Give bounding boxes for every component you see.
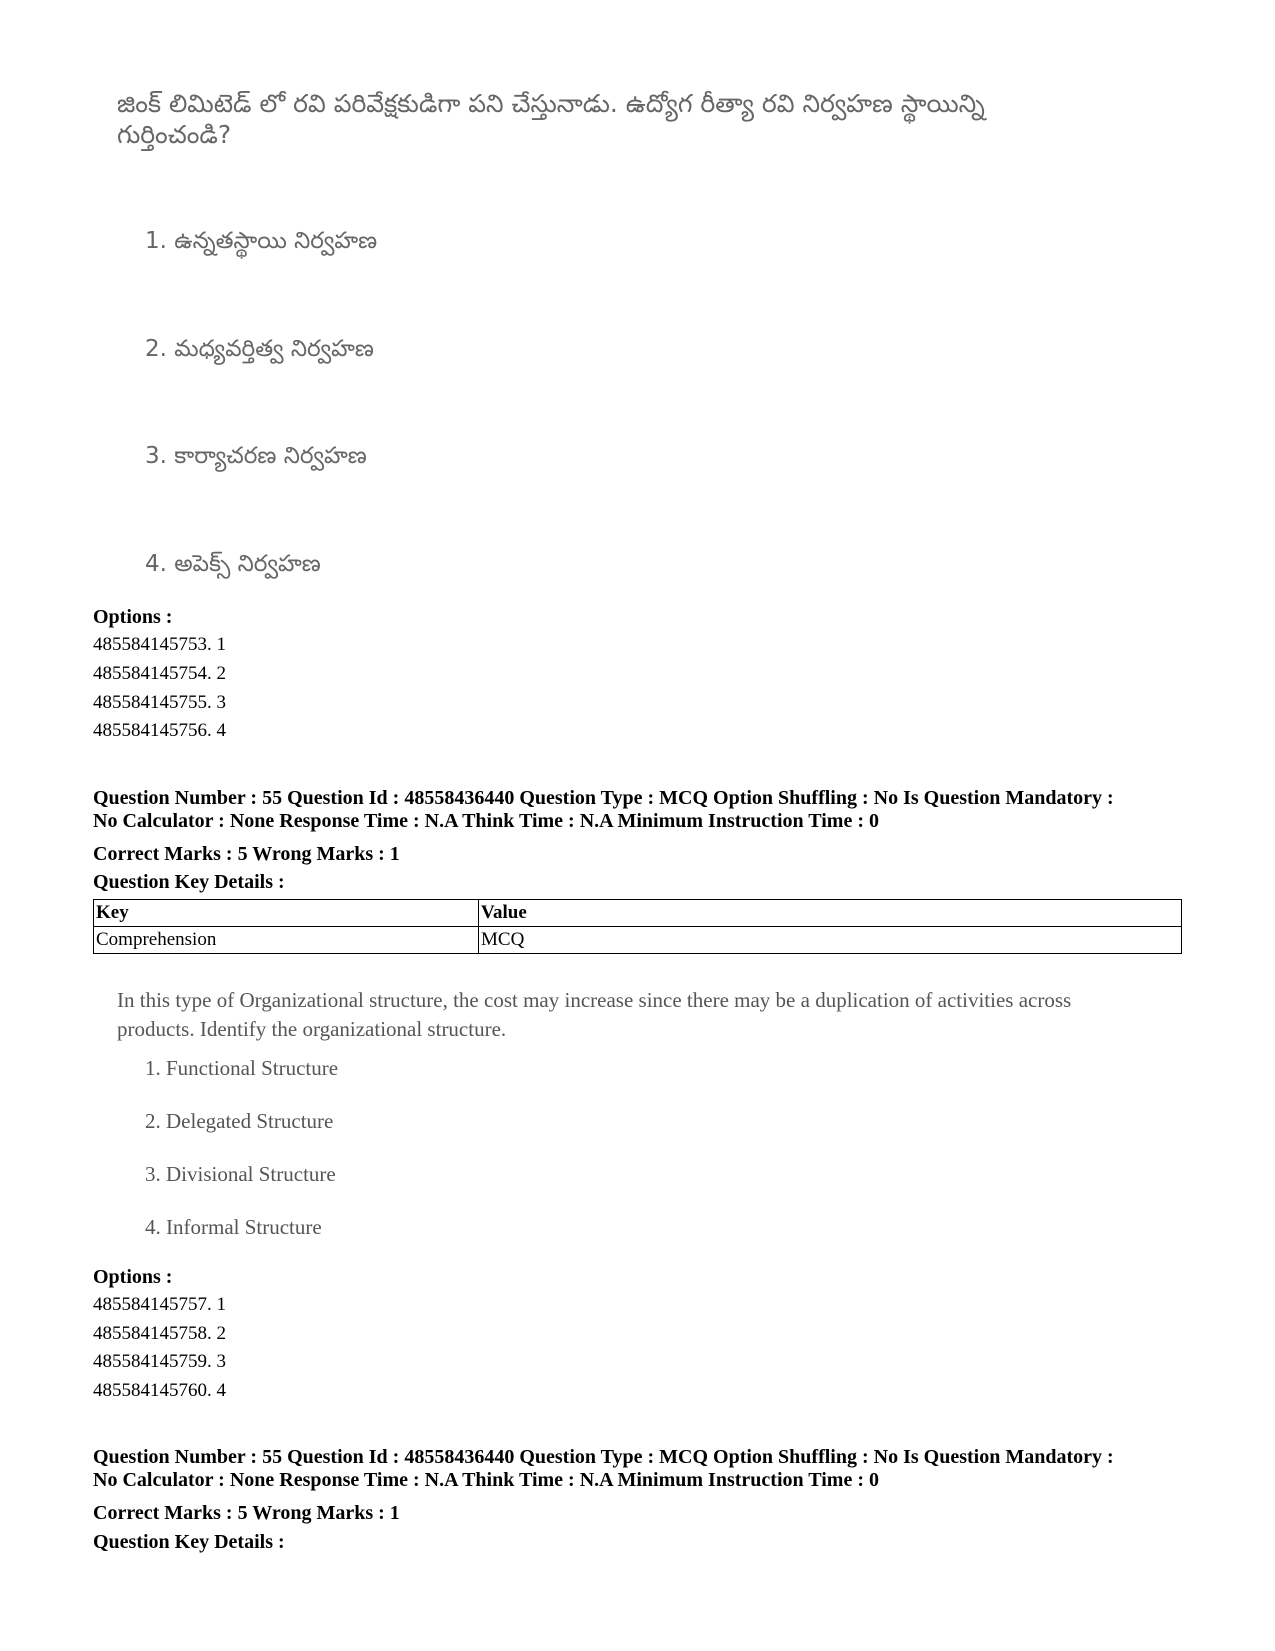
question-choice: 2. మధ్యవర్తిత్వ నిర్వహణ bbox=[145, 336, 374, 362]
table-cell: Comprehension bbox=[94, 927, 479, 954]
table-row bbox=[94, 927, 1182, 954]
option-line: 485584145759. 3 bbox=[93, 1351, 226, 1372]
question-choice: 1. ఉన్నతస్థాయి నిర్వహణ bbox=[145, 228, 378, 254]
question-choice: 3. కార్యాచరణ నిర్వహణ bbox=[145, 443, 367, 469]
table-header-row bbox=[94, 900, 1182, 927]
table-header-cell: Key bbox=[94, 900, 479, 927]
option-line: 485584145756. 4 bbox=[93, 720, 226, 741]
question-choice: 4. Informal Structure bbox=[145, 1215, 322, 1239]
question-meta-line: Question Number : 55 Question Id : 48558436440 Question Type : MCQ Option Shuffling : No Is Question Mandatory : bbox=[93, 1446, 1114, 1468]
option-line: 485584145758. 2 bbox=[93, 1323, 226, 1344]
table-cell: MCQ bbox=[479, 927, 1182, 954]
question-meta-line: Question Number : 55 Question Id : 48558436440 Question Type : MCQ Option Shuffling : No Is Question Mandatory : bbox=[93, 787, 1114, 809]
option-line: 485584145757. 1 bbox=[93, 1294, 226, 1315]
question-choice: 4. అపెక్స్ నిర్వహణ bbox=[145, 551, 321, 577]
question-text: In this type of Organizational structure, the cost may increase since there may be a duplication of activities across products. Identify the organizational structure. bbox=[117, 988, 1072, 1041]
option-line: 485584145760. 4 bbox=[93, 1380, 226, 1401]
question-choice: 1. Functional Structure bbox=[145, 1056, 339, 1080]
key-details-table bbox=[93, 899, 1182, 954]
question-image-telugu bbox=[117, 88, 1037, 150]
key-details-heading: Question Key Details : bbox=[93, 1531, 285, 1553]
option-line: 485584145753. 1 bbox=[93, 634, 226, 655]
table-header-cell: Value bbox=[479, 900, 1182, 927]
question-choice: 2. Delegated Structure bbox=[145, 1109, 334, 1133]
marks-line: Correct Marks : 5 Wrong Marks : 1 bbox=[93, 1502, 400, 1524]
question-meta bbox=[93, 1446, 1213, 1492]
question-meta-line: No Calculator : None Response Time : N.A Think Time : N.A Minimum Instruction Time : 0 bbox=[93, 1469, 879, 1491]
option-line: 485584145754. 2 bbox=[93, 663, 226, 684]
options-heading: Options : bbox=[93, 1266, 173, 1288]
question-choice: 3. Divisional Structure bbox=[145, 1162, 336, 1186]
marks-line: Correct Marks : 5 Wrong Marks : 1 bbox=[93, 843, 400, 865]
question-text: జింక్ లిమిటెడ్ లో రవి పరివేక్షకుడిగా పని చేస్తునాడు. ఉద్యోగ రీత్యా రవి నిర్వహణ స్థాయిన్ని గుర్తించండి? bbox=[117, 89, 985, 149]
option-line: 485584145755. 3 bbox=[93, 692, 226, 713]
options-heading: Options : bbox=[93, 606, 173, 628]
question-meta bbox=[93, 787, 1213, 833]
key-details-heading: Question Key Details : bbox=[93, 871, 285, 893]
question-meta-line: No Calculator : None Response Time : N.A Think Time : N.A Minimum Instruction Time : 0 bbox=[93, 810, 879, 832]
